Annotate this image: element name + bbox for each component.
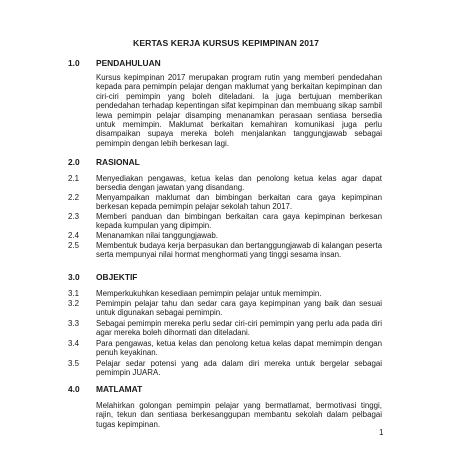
item-text: Pelajar sedar potensi yang ada dalam diri mereka untuk bergelar sebagai pemimpin JUARA. <box>96 359 382 378</box>
list-item-3-3 <box>68 319 382 338</box>
item-text: Para pengawas, ketua kelas dan penolong ketua kelas dapat memimpin dengan penuh keyakinan. <box>96 339 382 358</box>
item-number: 3.5 <box>68 359 79 368</box>
section-title: MATLAMAT <box>96 384 143 394</box>
list-item-2-3 <box>68 212 382 231</box>
item-text: Sebagai pemimpin mereka perlu sedar ciri-ciri pemimpin yang perlu ada pada diri agar mereka boleh dihormati dan diteladani. <box>96 319 382 338</box>
page-number: 1 <box>379 428 384 437</box>
list-item-3-1 <box>68 289 382 298</box>
section-number: 3.0 <box>68 272 80 282</box>
section-number: 4.0 <box>68 384 80 394</box>
section-heading-objektif <box>68 272 137 282</box>
item-number: 2.1 <box>68 174 79 183</box>
list-item-2-2 <box>68 193 382 212</box>
document-title: KERTAS KERJA KURSUS KEPIMPINAN 2017 <box>133 38 319 48</box>
item-number: 2.4 <box>68 231 79 240</box>
section-heading-rasional <box>68 157 140 167</box>
item-number: 2.3 <box>68 212 79 221</box>
item-number: 2.5 <box>68 241 79 250</box>
item-number: 3.3 <box>68 319 79 328</box>
item-text: Pemimpin pelajar tahu dan sedar cara gaya kepimpinan yang baik dan sesuai untuk digunakan sebagai pemimpin. <box>96 299 382 318</box>
item-text: Menanamkan nilai tanggungjawab. <box>96 231 218 240</box>
list-item-2-1 <box>68 174 382 193</box>
item-number: 3.4 <box>68 339 79 348</box>
item-text: Membentuk budaya kerja berpasukan dan bertanggungjawab di kalangan peserta serta mempunyai nilai hormat menghormati yang tinggi sesama insan. <box>96 241 382 260</box>
item-number: 2.2 <box>68 193 79 202</box>
item-text: Menyediakan pengawas, ketua kelas dan penolong ketua kelas agar dapat bersedia dengan jawatan yang disandang. <box>96 174 382 193</box>
section-title: RASIONAL <box>96 157 140 167</box>
item-number: 3.2 <box>68 299 79 308</box>
list-item-2-4 <box>68 231 382 240</box>
list-item-3-2 <box>68 299 382 318</box>
list-item-2-5 <box>68 241 382 260</box>
section-number: 1.0 <box>68 58 80 68</box>
list-item-3-5 <box>68 359 382 378</box>
section-number: 2.0 <box>68 157 80 167</box>
section-paragraph-pendahuluan: Kursus kepimpinan 2017 merupakan program rutin yang memberi pendedahan kepada para pemimpin pelajar dengan maklumat yang berkaitan kepimpinan dan ciri-ciri pemimpin yang boleh diteladani. Ia juga bertujuan memberikan pendedahan terhadap kepentingan sifat kepimpinan dan membuang sikap sambil lewa pemimpin pelajar disamping menanamkan perasaan sentiasa bersedia untuk memimpin. Maklumat berkaitan kemahiran komunikasi juga perlu disampaikan supaya mereka boleh menjalankan tanggungjawab sebagai pemimpin dengan lebih berkesan lagi. <box>96 73 382 148</box>
item-text: Memperkukuhkan kesediaan pemimpin pelajar untuk memimpin. <box>96 289 322 298</box>
item-text: Menyampaikan maklumat dan bimbingan berkaitan cara gaya kepimpinan berkesan kepada pemimpin pelajar sekolah tahun 2017. <box>96 193 382 212</box>
item-number: 3.1 <box>68 289 79 298</box>
section-heading-pendahuluan <box>68 58 161 68</box>
section-paragraph-matlamat: Melahirkan golongan pemimpin pelajar yang bermatlamat, bermotivasi tinggi, rajin, tekun dan sentiasa berkesanggupan membantu sekolah dalam pelbagai tugas kepimpinan. <box>96 401 382 429</box>
list-item-3-4 <box>68 339 382 358</box>
section-heading-matlamat <box>68 384 142 394</box>
section-title: PENDAHULUAN <box>96 58 161 68</box>
section-title: OBJEKTIF <box>96 272 138 282</box>
item-text: Memberi panduan dan bimbingan berkaitan cara gaya kepimpinan berkesan kepada kumpulan yang dipimpin. <box>96 212 382 231</box>
